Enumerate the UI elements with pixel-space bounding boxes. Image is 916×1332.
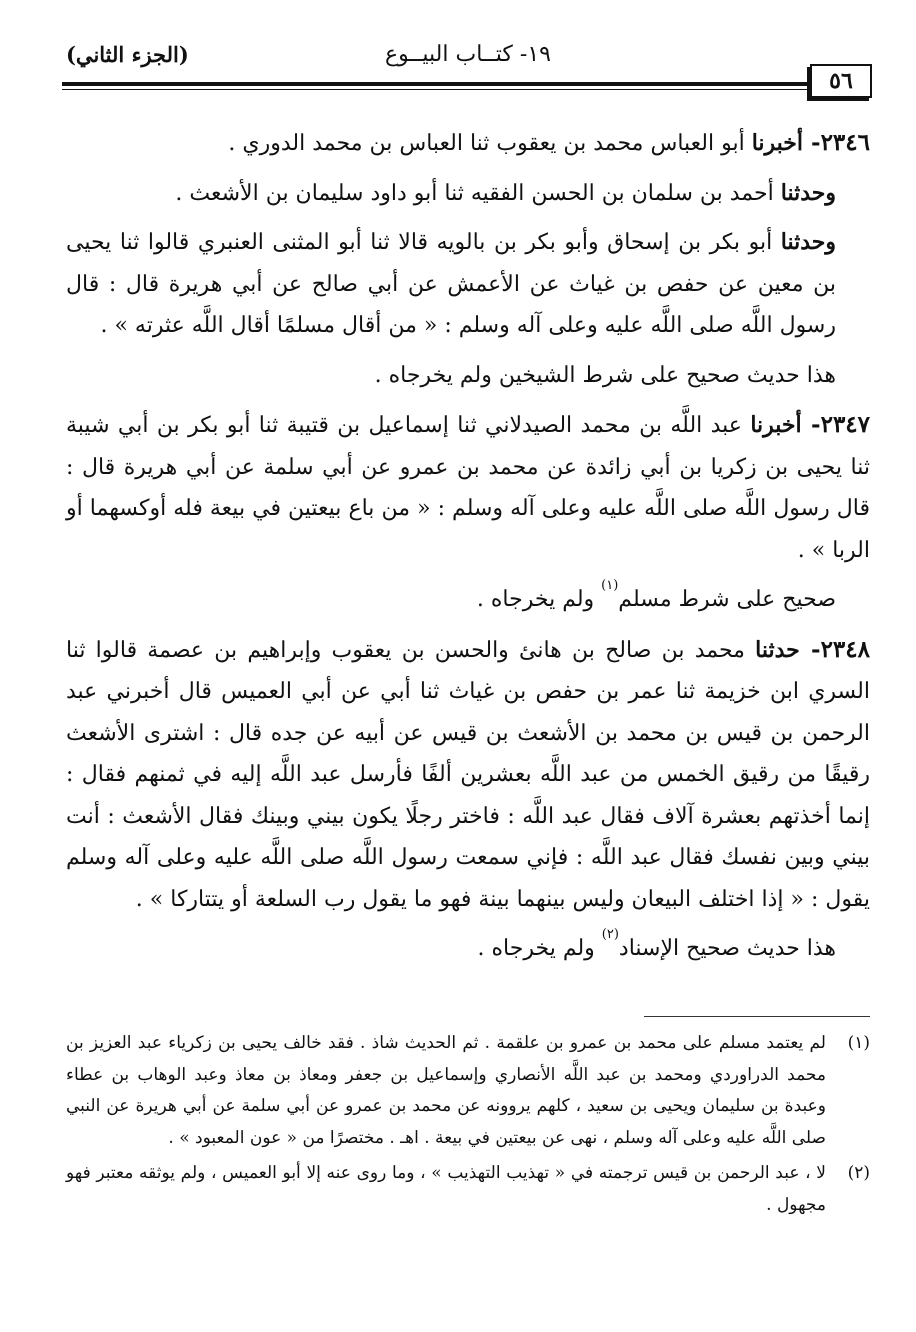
footnote-text: لا ، عبد الرحمن بن قيس ترجمته في « تهذيب التهذيب » ، وما روى عنه إلا أبو العميس ، ولم يوثقه معتبر فهو مجهول . — [66, 1163, 826, 1215]
page-number-box — [810, 64, 872, 98]
hadith-paragraph — [66, 222, 870, 347]
footnote-item — [66, 1158, 870, 1221]
grading-paragraph — [66, 579, 870, 621]
footnote-separator — [644, 1016, 870, 1017]
hadith-number: ٢٣٤٨ — [820, 635, 870, 663]
grading-text: هذا حديث صحيح على شرط الشيخين ولم يخرجاه . — [374, 362, 836, 388]
volume-part-label: (الجزء الثاني) — [66, 42, 189, 67]
hadith-paragraph — [66, 629, 870, 921]
hadith-paragraph — [66, 122, 870, 165]
grading-text-end: ولم يخرجاه . — [476, 587, 602, 612]
number-dash: - — [801, 411, 821, 438]
narration-keyword: وحدثنا — [780, 179, 836, 206]
narration-keyword: أخبرنا — [750, 412, 802, 438]
grading-text-end: ولم يخرجاه . — [477, 936, 602, 961]
hadith-text: أبو العباس محمد بن يعقوب ثنا العباس بن محمد الدوري . — [228, 131, 745, 156]
grading-text: صحيح على شرط مسلم — [618, 587, 836, 612]
grading-paragraph — [66, 355, 870, 397]
footnote-item — [66, 1028, 870, 1154]
hadith-number: ٢٣٤٦ — [820, 129, 870, 156]
page-number: ٥٦ — [829, 68, 853, 94]
grading-text: هذا حديث صحيح الإسناد — [618, 936, 836, 961]
header-rule-thin — [62, 89, 834, 90]
footnote-ref[interactable]: (٢) — [601, 927, 619, 942]
hadith-text: محمد بن صالح بن هانئ والحسن بن يعقوب وإبراهيم بن عصمة قالوا ثنا السري ابن خزيمة ثنا عمر بن حفص بن غياث ثنا أبي عن أبي العميس قال أخبرني عبد الرحمن بن قيس بن محمد بن الأشعث بن قيس عن أبيه عن جده قال : اشترى الأشعث رقيقًا من رقيق الخمس من عبد اللَّه بعشرين ألفًا فأرسل عبد اللَّه إليه في ثمنهم فقال : إنما أخذتهم بعشرة آلاف فقال عبد اللَّه : فاختر رجلًا يكون بيني وبينك فقال الأشعث : أنت بيني وبين نفسك فقال عبد اللَّه : فإني سمعت رسول اللَّه صلى اللَّه عليه وعلى آله وسلم يقول : « إذا اختلف البيعان وليس بينهما بينة فهو ما يقول رب السلعة أو يتتاركا » . — [66, 637, 870, 912]
header-rule-thick — [62, 82, 834, 86]
hadith-text: أبو بكر بن إسحاق وأبو بكر بن بالويه قالا ثنا أبو المثنى العنبري قالوا ثنا يحيى بن معين عن حفص بن غياث عن الأعمش عن أبي صالح عن أبي هريرة قال : قال رسول اللَّه صلى اللَّه عليه وعلى آله وسلم : « من أقال مسلمًا أقال اللَّه عثرته » . — [66, 230, 836, 338]
footnote-label: (١) — [847, 1033, 870, 1053]
narration-keyword: وحدثنا — [780, 229, 837, 255]
narration-keyword: حدثنا — [755, 636, 800, 663]
footnote-text: لم يعتمد مسلم على محمد بن عمرو بن علقمة . ثم الحديث شاذ . فقد خالف يحيى بن زكرياء عبد العزيز بن محمد الدراوردي ومحمد بن عبد اللَّه الأنصاري وإسماعيل بن جعفر ومعاذ بن معاذ وعبد الوهاب بن عطاء وعبدة بن سليمان ويحيى بن سعيد ، كلهم يروونه عن محمد بن عمرو عن أبي سلمة عن أبي هريرة عن النبي صلى اللَّه عليه وعلى آله وسلم ، نهى عن بيعتين في بيعة . اهـ . مختصرًا من « عون المعبود » . — [66, 1033, 826, 1148]
footnote-ref[interactable]: (١) — [601, 578, 619, 593]
hadith-paragraph — [66, 404, 870, 571]
main-text — [66, 122, 870, 978]
chapter-title: ١٩- كتــاب البيــوع — [385, 42, 551, 67]
footnote-label: (٢) — [847, 1163, 870, 1183]
page-header — [60, 40, 876, 70]
narration-keyword: أخبرنا — [751, 130, 804, 156]
hadith-number: ٢٣٤٧ — [820, 411, 871, 438]
number-dash: - — [803, 129, 821, 156]
hadith-text: أحمد بن سلمان بن الحسن الفقيه ثنا أبو داود سليمان بن الأشعث . — [175, 180, 774, 206]
hadith-paragraph — [66, 173, 870, 215]
hadith-text: عبد اللَّه بن محمد الصيدلاني ثنا إسماعيل بن قتيبة ثنا أبو بكر بن أبي شيبة ثنا يحيى بن زكريا بن أبي زائدة عن محمد بن عمرو عن أبي سلمة عن أبي هريرة قال : قال رسول اللَّه صلى اللَّه عليه وعلى آله وسلم : « من باع بيعتين في بيعة فله أوكسهما أو الربا » . — [66, 413, 870, 563]
number-dash: - — [799, 635, 821, 663]
footnotes-section — [66, 1028, 870, 1225]
grading-paragraph — [66, 928, 870, 970]
